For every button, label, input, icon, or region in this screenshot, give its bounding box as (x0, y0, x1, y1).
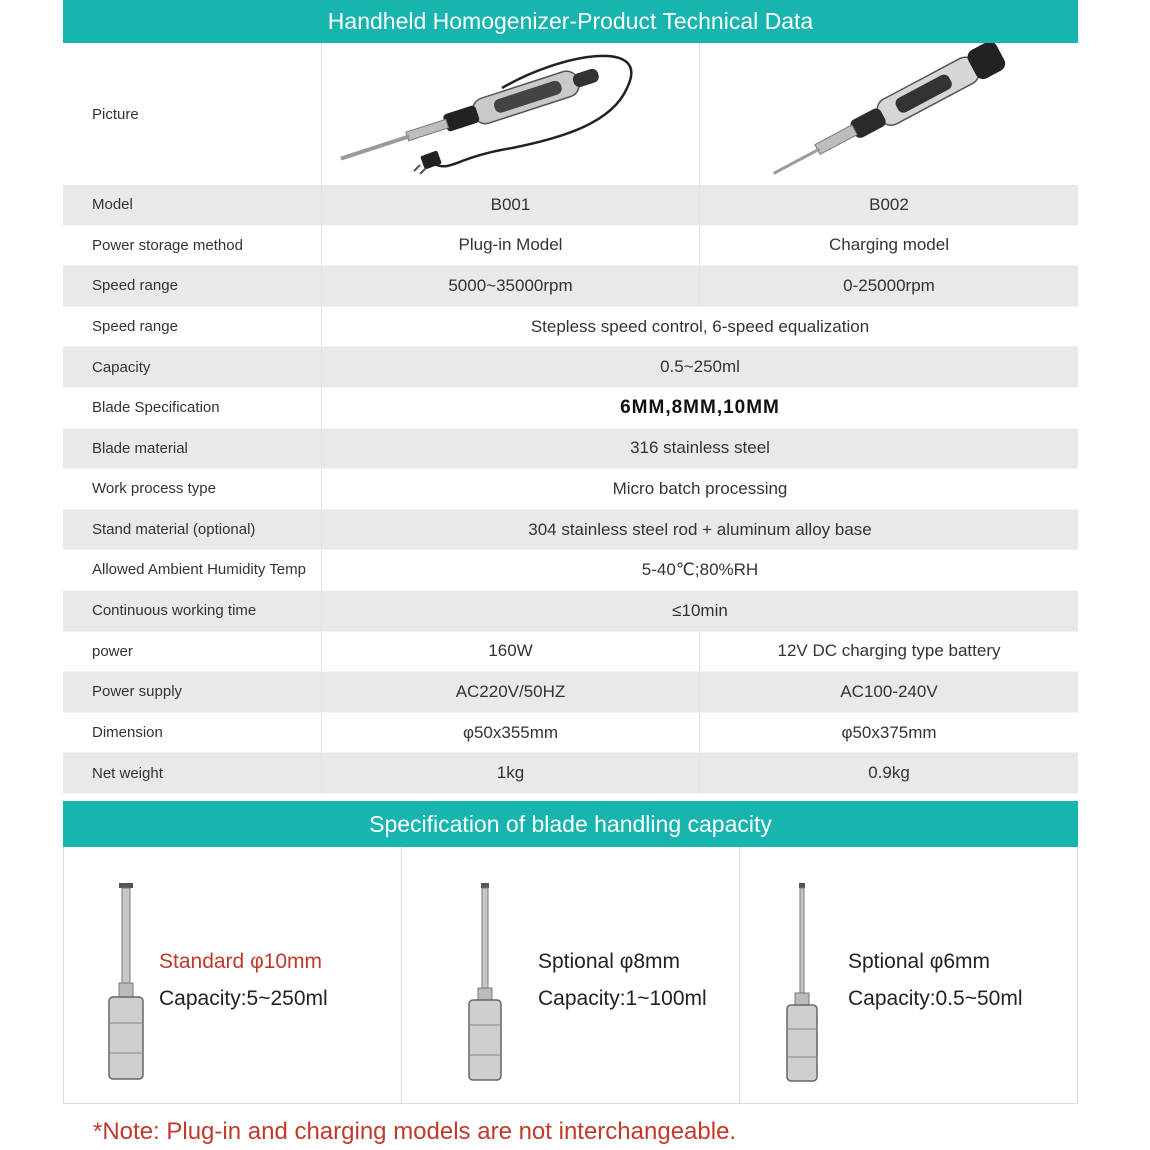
row-label: Power storage method (63, 225, 322, 266)
blade-section (63, 847, 1078, 1104)
row-label: Dimension (63, 712, 322, 753)
blade-capacity: Capacity:5~250ml (159, 987, 328, 1010)
row-label: Stand material (optional) (63, 509, 322, 550)
table-row (63, 631, 1078, 672)
row-label: Model (63, 185, 322, 225)
blade-card (740, 847, 1077, 1103)
b001-image-cell (322, 43, 700, 185)
table-row (63, 306, 1078, 347)
cell-value: 5000~35000rpm (322, 266, 700, 307)
row-label: Blade Specification (63, 387, 322, 428)
blade-capacity: Capacity:1~100ml (538, 987, 707, 1010)
cell-value: 0-25000rpm (700, 266, 1079, 307)
blade-card (64, 847, 402, 1103)
blade-name: Standard φ10mm (159, 950, 323, 973)
blade-10mm-image (99, 883, 159, 1083)
row-label: Speed range (63, 306, 322, 347)
blade-card (402, 847, 740, 1103)
table-row (63, 753, 1078, 794)
table-row (63, 428, 1078, 469)
table-row (63, 469, 1078, 510)
table-row (63, 550, 1078, 591)
table-row (63, 509, 1078, 550)
cell-value: B002 (700, 185, 1079, 225)
blade-name: Sptional φ6mm (848, 950, 991, 973)
row-label: Work process type (63, 469, 322, 510)
row-label: Continuous working time (63, 590, 322, 631)
b002-image-cell (700, 43, 1079, 185)
note-text: *Note: Plug-in and charging models are not interchangeable. (93, 1118, 737, 1145)
row-label: Picture (63, 43, 322, 185)
blade-section-title: Specification of blade handling capacity (63, 801, 1078, 847)
cell-value: φ50x355mm (322, 712, 700, 753)
blade-name: Sptional φ8mm (538, 950, 681, 973)
row-label: Power supply (63, 672, 322, 713)
cell-value: 1kg (322, 753, 700, 794)
table-row (63, 347, 1078, 388)
table-row (63, 590, 1078, 631)
cell-value: 304 stainless steel rod + aluminum alloy base (322, 509, 1079, 550)
table-row (63, 712, 1078, 753)
plug-in-homogenizer-image (322, 43, 699, 180)
spec-table (63, 43, 1078, 794)
cell-value: B001 (322, 185, 700, 225)
cell-value: Micro batch processing (322, 469, 1079, 510)
row-label: Capacity (63, 347, 322, 388)
table-row (63, 266, 1078, 307)
cell-value: Charging model (700, 225, 1079, 266)
picture-row (63, 43, 1078, 185)
cell-value: AC100-240V (700, 672, 1079, 713)
cell-value: 5-40℃;80%RH (322, 550, 1079, 591)
table-row (63, 185, 1078, 225)
blade-8mm-image (457, 883, 517, 1083)
table-row (63, 672, 1078, 713)
table-row (63, 225, 1078, 266)
cell-value: 0.9kg (700, 753, 1079, 794)
row-label: Allowed Ambient Humidity Temp (63, 550, 322, 591)
blade-6mm-image (774, 883, 834, 1083)
table-row (63, 387, 1078, 428)
row-label: power (63, 631, 322, 672)
row-label: Speed range (63, 266, 322, 307)
cell-value: Plug-in Model (322, 225, 700, 266)
cell-value: 0.5~250ml (322, 347, 1079, 388)
row-label: Blade material (63, 428, 322, 469)
charging-homogenizer-image (700, 43, 1078, 180)
cell-value: φ50x375mm (700, 712, 1079, 753)
cell-value: 12V DC charging type battery (700, 631, 1079, 672)
cell-value: ≤10min (322, 590, 1079, 631)
cell-value: 316 stainless steel (322, 428, 1079, 469)
cell-value: AC220V/50HZ (322, 672, 700, 713)
table-title: Handheld Homogenizer-Product Technical Data (63, 0, 1078, 43)
cell-value: 160W (322, 631, 700, 672)
cell-value: 6MM,8MM,10MM (322, 387, 1079, 428)
cell-value: Stepless speed control, 6-speed equalization (322, 306, 1079, 347)
row-label: Net weight (63, 753, 322, 794)
blade-capacity: Capacity:0.5~50ml (848, 987, 1023, 1010)
